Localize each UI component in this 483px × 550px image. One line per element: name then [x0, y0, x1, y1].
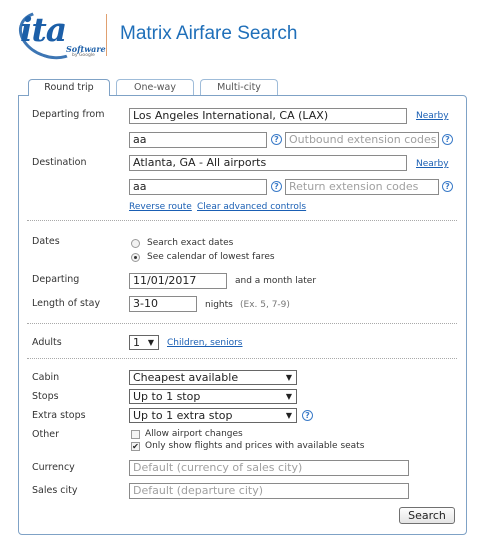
header [18, 10, 478, 62]
search-form-panel [18, 95, 467, 535]
origin-nearby-link[interactable]: Nearby [416, 111, 449, 121]
section-divider [27, 358, 457, 359]
caret-down-icon: ▼ [285, 373, 292, 382]
cabin-label: Cabin [32, 372, 60, 383]
destination-label: Destination [32, 157, 87, 168]
question-circle-icon[interactable]: ? [271, 134, 282, 145]
departing-from-label: Departing from [32, 109, 105, 120]
tab-multi-city[interactable]: Multi-city [200, 79, 278, 95]
caret-down-icon: ▼ [285, 411, 292, 420]
dates-label: Dates [32, 236, 60, 247]
logo-text: ita [20, 10, 67, 49]
logo-by-google: by Google [72, 53, 95, 58]
sales-city-input[interactable]: Default (departure city) [129, 483, 409, 499]
destination-extra-input[interactable]: aa [129, 179, 267, 195]
adults-value: 1 [133, 336, 140, 349]
extra-stops-label: Extra stops [32, 410, 86, 421]
question-circle-icon[interactable]: ? [271, 181, 282, 192]
caret-down-icon: ▼ [285, 392, 292, 401]
cabin-select[interactable] [129, 370, 297, 385]
destination-nearby-link[interactable]: Nearby [416, 159, 449, 169]
only-available-seats-label: Only show flights and prices with available seats [145, 441, 365, 451]
exact-dates-radio[interactable] [131, 239, 140, 248]
section-divider [27, 220, 457, 221]
currency-input[interactable]: Default (currency of sales city) [129, 460, 409, 476]
origin-input[interactable]: Los Angeles International, CA (LAX) [129, 108, 407, 124]
section-divider [27, 323, 457, 324]
length-of-stay-label: Length of stay [32, 298, 101, 309]
question-circle-icon[interactable]: ? [442, 181, 453, 192]
departing-label: Departing [32, 274, 80, 285]
question-circle-icon[interactable]: ? [302, 410, 313, 421]
only-available-seats-checkbox[interactable]: ✔ [132, 442, 139, 451]
exact-dates-label: Search exact dates [147, 238, 234, 248]
header-divider [106, 14, 107, 56]
caret-down-icon: ▼ [147, 338, 154, 347]
departing-suffix: and a month later [235, 276, 317, 286]
sales-city-label: Sales city [32, 485, 78, 496]
other-label: Other [32, 429, 59, 440]
reverse-route-link[interactable]: Reverse route [129, 202, 192, 212]
children-seniors-link[interactable]: Children, seniors [167, 338, 243, 348]
stops-value: Up to 1 stop [133, 390, 201, 403]
length-of-stay-input[interactable]: 3-10 [129, 296, 197, 312]
calendar-label: See calendar of lowest fares [147, 252, 275, 262]
currency-label: Currency [32, 462, 75, 473]
departing-date-input[interactable]: 11/01/2017 [129, 273, 227, 289]
page-title: Matrix Airfare Search [120, 23, 298, 44]
search-button[interactable]: Search [399, 507, 455, 524]
cabin-value: Cheapest available [133, 371, 239, 384]
adults-label: Adults [32, 337, 62, 348]
extra-stops-select[interactable] [129, 408, 297, 423]
allow-airport-changes-label: Allow airport changes [145, 429, 243, 439]
question-circle-icon[interactable]: ? [442, 134, 453, 145]
allow-airport-changes-checkbox[interactable] [131, 430, 140, 439]
return-extension-input[interactable]: Return extension codes [285, 179, 439, 195]
length-hint: (Ex. 5, 7-9) [240, 300, 290, 310]
trip-type-tabs [28, 79, 278, 95]
origin-extra-input[interactable]: aa [129, 132, 267, 148]
calendar-radio[interactable] [131, 253, 140, 262]
stops-label: Stops [32, 391, 59, 402]
tab-round-trip[interactable]: Round trip [28, 79, 110, 96]
logo-subtext: Software [66, 44, 106, 54]
nights-label: nights [205, 300, 233, 310]
extra-stops-value: Up to 1 extra stop [133, 409, 233, 422]
adults-select[interactable] [129, 335, 159, 350]
tab-one-way[interactable]: One-way [116, 79, 194, 95]
clear-advanced-controls-link[interactable]: Clear advanced controls [197, 202, 307, 212]
ita-software-logo[interactable] [18, 10, 106, 62]
stops-select[interactable] [129, 389, 297, 404]
outbound-extension-input[interactable]: Outbound extension codes [285, 132, 439, 148]
destination-input[interactable]: Atlanta, GA - All airports [129, 155, 407, 171]
